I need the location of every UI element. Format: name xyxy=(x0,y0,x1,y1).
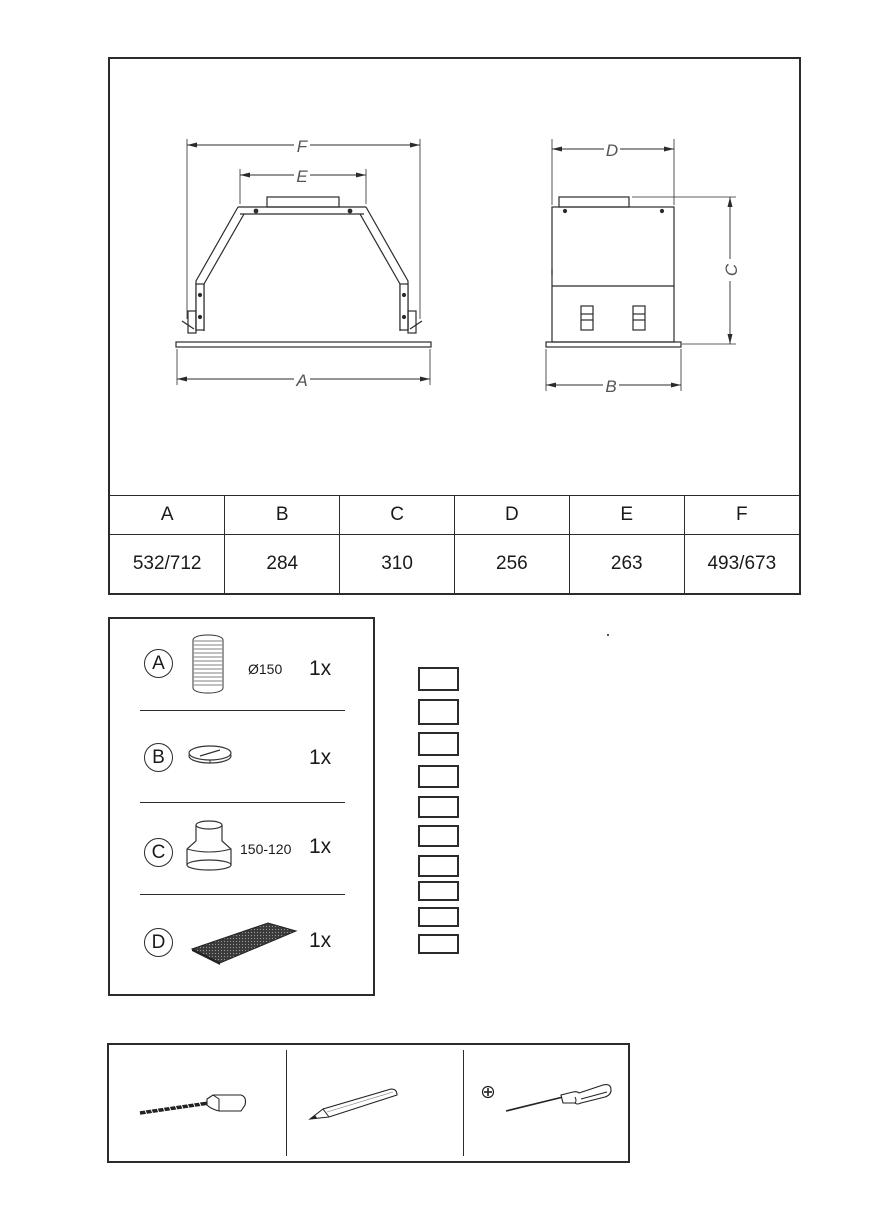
check-box[interactable] xyxy=(418,907,459,927)
table-header-c: C xyxy=(340,496,455,535)
part-qty-b: 1x xyxy=(309,746,332,769)
check-box[interactable] xyxy=(418,855,459,877)
table-header-b: B xyxy=(225,496,340,535)
dim-label-a: A xyxy=(296,371,308,390)
table-header-a: A xyxy=(110,496,225,535)
check-box[interactable] xyxy=(418,796,459,818)
table-value-c: 310 xyxy=(340,535,455,594)
check-box[interactable] xyxy=(418,765,459,788)
part-row-a xyxy=(110,619,373,709)
part-qty-c: 1x xyxy=(309,835,332,858)
dimension-table xyxy=(110,495,799,593)
part-row-b xyxy=(110,711,373,801)
part-letter-a: A xyxy=(144,649,173,678)
check-box[interactable] xyxy=(418,881,459,901)
dim-label-b: B xyxy=(605,377,617,396)
part-spec-a: Ø150 xyxy=(248,661,283,677)
table-value-f: 493/673 xyxy=(684,535,799,594)
table-value-e: 263 xyxy=(569,535,684,594)
technical-drawing xyxy=(110,59,799,495)
grease-filter-mat-icon xyxy=(190,919,300,967)
table-value-d: 256 xyxy=(454,535,569,594)
parts-frame xyxy=(108,617,375,996)
part-row-d xyxy=(110,895,373,985)
part-letter-b: B xyxy=(144,743,173,772)
check-box[interactable] xyxy=(418,699,459,725)
dim-label-d: D xyxy=(605,141,619,160)
side-view xyxy=(546,139,736,391)
part-spec-c: 150-120 xyxy=(240,841,292,857)
tools-frame xyxy=(107,1043,630,1163)
dim-label-f: F xyxy=(296,137,308,156)
phillips-head-symbol-icon xyxy=(481,1085,495,1099)
check-box[interactable] xyxy=(418,732,459,756)
tool-divider xyxy=(463,1050,464,1156)
pencil-icon xyxy=(307,1085,399,1125)
table-header-d: D xyxy=(454,496,569,535)
check-box[interactable] xyxy=(418,825,459,847)
table-header-f: F xyxy=(684,496,799,535)
tool-divider xyxy=(286,1050,287,1156)
part-letter-c: C xyxy=(144,838,173,867)
table-value-b: 284 xyxy=(225,535,340,594)
dimension-frame xyxy=(108,57,801,595)
flexible-duct-icon xyxy=(190,633,226,695)
non-return-valve-icon xyxy=(186,741,234,771)
table-value-a: 532/712 xyxy=(110,535,225,594)
check-box[interactable] xyxy=(418,934,459,954)
table-header-e: E xyxy=(569,496,684,535)
part-qty-d: 1x xyxy=(309,929,332,952)
part-row-c xyxy=(110,803,373,893)
dim-label-c: C xyxy=(722,263,741,277)
phillips-screwdriver-icon xyxy=(503,1081,615,1115)
part-qty-a: 1x xyxy=(309,657,332,680)
drill-bit-icon xyxy=(137,1085,249,1121)
part-letter-d: D xyxy=(144,928,173,957)
stray-mark xyxy=(607,634,609,636)
reducer-adapter-icon xyxy=(184,819,234,873)
dim-label-e: E xyxy=(296,167,308,186)
check-box[interactable] xyxy=(418,667,459,691)
